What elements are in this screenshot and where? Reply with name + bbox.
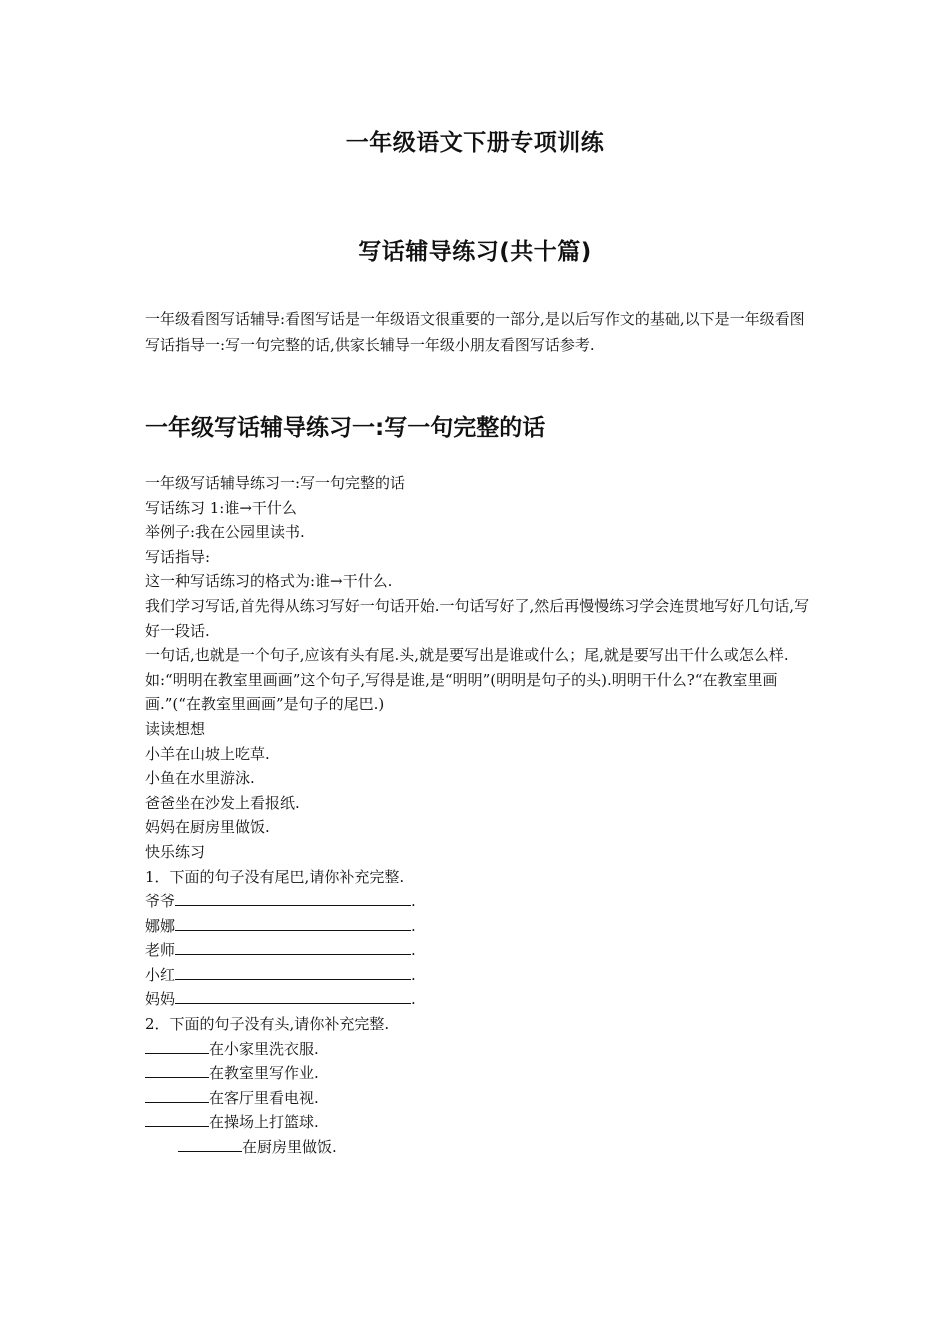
predicate-text: 在客厅里看电视. xyxy=(209,1088,319,1107)
read-sentence: 爸爸坐在沙发上看报纸. xyxy=(145,793,300,812)
fill-item xyxy=(145,914,813,939)
predicate-text: 在小家里洗衣服. xyxy=(209,1039,319,1058)
fill-item xyxy=(145,938,813,963)
answer-blank[interactable] xyxy=(175,963,411,980)
answer-blank[interactable] xyxy=(178,1135,242,1152)
fill-item xyxy=(145,1135,813,1160)
subject-word: 老师 xyxy=(145,941,176,960)
answer-blank[interactable] xyxy=(145,1110,209,1127)
predicate-text: 在厨房里做饭. xyxy=(242,1138,337,1157)
fill-item xyxy=(145,1037,813,1062)
question-1: 1．下面的句子没有尾巴,请你补充完整. xyxy=(145,867,405,886)
body-paragraph: 一句话,也就是一个句子,应该有头有尾.头,就是要写出是谁或什么；尾,就是要写出干什么或怎么样.如:“明明在教室里画画”这个句子,写得是谁,是“明明”(明明是句子的头).明明干什么?“在教室里画画.”(“在教室里画画”是句子的尾巴.) xyxy=(145,646,789,714)
document-title: 一年级语文下册专项训练 xyxy=(345,130,605,156)
body-line: 写话练习 1:谁→干什么 xyxy=(145,498,297,517)
period: . xyxy=(411,965,416,984)
answer-blank[interactable] xyxy=(175,914,411,931)
read-sentence: 小羊在山坡上吃草. xyxy=(145,744,270,763)
subject-word: 小红 xyxy=(145,965,176,984)
section-heading: 一年级写话辅导练习一:写一句完整的话 xyxy=(145,415,546,441)
period: . xyxy=(411,990,416,1009)
subject-word: 娜娜 xyxy=(145,916,176,935)
read-sentence: 妈妈在厨房里做饭. xyxy=(145,818,270,837)
fill-item xyxy=(145,1086,813,1111)
fill-item xyxy=(145,987,813,1012)
subject-word: 爷爷 xyxy=(145,892,176,911)
body-line: 举例子:我在公园里读书. xyxy=(145,523,305,542)
section-body xyxy=(145,471,813,1160)
period: . xyxy=(411,916,416,935)
body-line: 写话指导: xyxy=(145,547,211,566)
question-2: 2．下面的句子没有头,请你补充完整. xyxy=(145,1015,390,1034)
body-line: 这一种写话练习的格式为:谁→干什么. xyxy=(145,572,393,591)
fill-item xyxy=(145,963,813,988)
document-subtitle: 写话辅导练习(共十篇) xyxy=(358,239,592,265)
predicate-text: 在教室里写作业. xyxy=(209,1064,319,1083)
period: . xyxy=(411,941,416,960)
fill-item xyxy=(145,889,813,914)
read-heading: 读读想想 xyxy=(145,719,206,738)
fill-item xyxy=(145,1061,813,1086)
answer-blank[interactable] xyxy=(145,1037,209,1054)
answer-blank[interactable] xyxy=(175,889,411,906)
predicate-text: 在操场上打篮球. xyxy=(209,1113,319,1132)
fill-item xyxy=(145,1110,813,1135)
answer-blank[interactable] xyxy=(175,987,411,1004)
body-paragraph: 我们学习写话,首先得从练习写好一句话开始.一句话写好了,然后再慢慢练习学会连贯地写好几句话,写好一段话. xyxy=(145,596,810,640)
answer-blank[interactable] xyxy=(175,938,411,955)
answer-blank[interactable] xyxy=(145,1061,209,1078)
read-sentence: 小鱼在水里游泳. xyxy=(145,769,255,788)
period: . xyxy=(411,892,416,911)
intro-paragraph: 一年级看图写话辅导:看图写话是一年级语文很重要的一部分,是以后写作文的基础,以下是一年级看图写话指导一:写一句完整的话,供家长辅导一年级小朋友看图写话参考. xyxy=(145,310,805,354)
body-line: 一年级写话辅导练习一:写一句完整的话 xyxy=(145,474,406,492)
subject-word: 妈妈 xyxy=(145,990,176,1009)
practice-heading: 快乐练习 xyxy=(145,842,206,861)
answer-blank[interactable] xyxy=(145,1086,209,1103)
